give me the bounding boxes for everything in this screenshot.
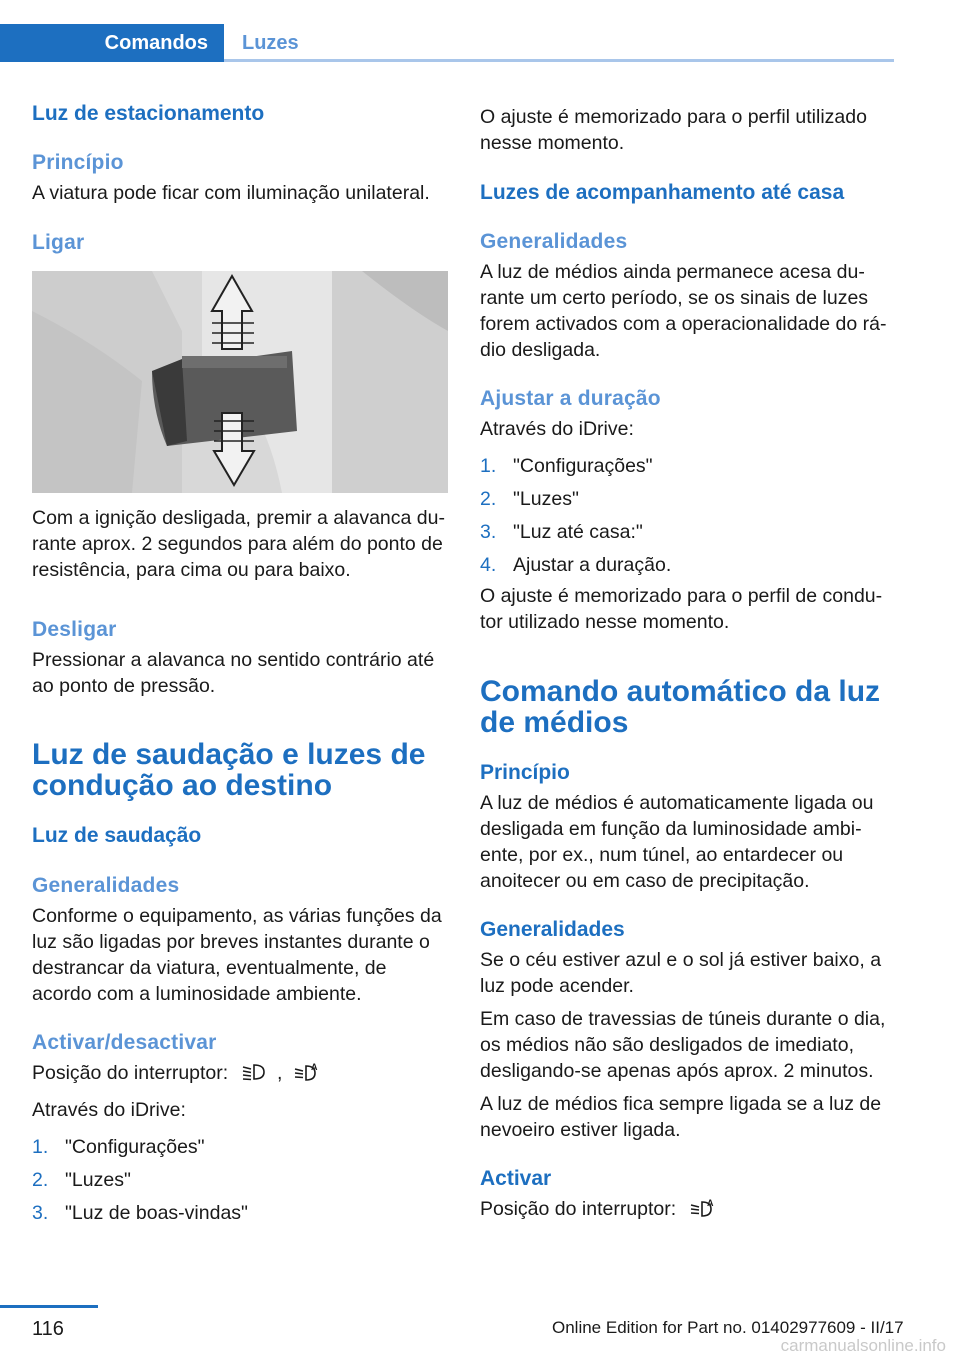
text-ligar: Com a ignição desligada, premir a alavanca du‐ rante aprox. 2 segundos para além do ponto de resistência, para cima ou para baixo. bbox=[32, 507, 445, 581]
heading-ajustar-duracao: Ajustar a duração bbox=[480, 387, 661, 410]
low-beam-icon bbox=[240, 1061, 268, 1083]
edition-note: Online Edition for Part no. 01402977609 - II/17 bbox=[552, 1318, 904, 1337]
heading-generalidades-2: Generalidades bbox=[480, 918, 625, 941]
heading-luzes-acompanhamento: Luzes de acompanhamento até casa bbox=[480, 181, 845, 204]
heading-luz-estacionamento: Luz de estacionamento bbox=[32, 102, 265, 125]
stalk-lever-image bbox=[32, 271, 448, 493]
text-ajuste-memorizado: O ajuste é memorizado para o perfil utilizado nesse momento. bbox=[480, 106, 867, 154]
heading-luz-saudacao: Luz de saudação bbox=[32, 824, 202, 847]
tab-luzes[interactable]: Luzes bbox=[242, 32, 299, 54]
text-ajuste-perfil: O ajuste é memorizado para o perfil de condu‐ tor utilizado nesse momento. bbox=[480, 585, 883, 633]
list-item: 1. "Configurações" bbox=[32, 1136, 205, 1158]
list-item: 2. "Luzes" bbox=[32, 1169, 131, 1191]
auto-headlight-icon bbox=[292, 1061, 320, 1083]
heading-principio: Princípio bbox=[480, 761, 570, 784]
text-principio: A viatura pode ficar com iluminação unilateral. bbox=[32, 182, 430, 204]
list-item: 1. "Configurações" bbox=[480, 455, 653, 477]
list-item: 3. "Luz até casa:" bbox=[480, 521, 643, 543]
label-posicao: Posição do interruptor: bbox=[32, 1062, 229, 1084]
text-principio: A luz de médios é automaticamente ligada ou desligada em função da luminosidade ambi‐ ente, por ex., num túnel, ao entardecer ou anoitecer ou em caso de precipitação. bbox=[480, 792, 874, 892]
list-luz-ate-casa-steps bbox=[480, 453, 896, 578]
text-generalidades: Conforme o equipamento, as várias funções da luz são ligadas por breves instantes durante o destrancar da viatura, eventualmente, de acordo com a luminosidade ambiente. bbox=[32, 905, 442, 1005]
svg-text:A: A bbox=[310, 1062, 318, 1072]
watermark: carmanualsonline.info bbox=[780, 1336, 946, 1355]
heading-generalidades: Generalidades bbox=[32, 874, 180, 897]
left-column bbox=[32, 100, 448, 1226]
text-idrive: Através do iDrive: bbox=[480, 418, 634, 440]
text-generalidades: A luz de médios ainda permanece acesa du‐ rante um certo período, se os sinais de luzes forem activados com a operacionalidade do rá‐ dio desligada. bbox=[480, 261, 887, 361]
label-posicao: Posição do interruptor: bbox=[480, 1198, 677, 1220]
heading-ligar: Ligar bbox=[32, 231, 85, 254]
text-nevoeiro: A luz de médios fica sempre ligada se a luz de nevoeiro estiver ligada. bbox=[480, 1093, 882, 1141]
heading-activar-desactivar: Activar/desactivar bbox=[32, 1031, 217, 1054]
right-column bbox=[480, 100, 896, 1222]
list-item: 4. Ajustar a duração. bbox=[480, 554, 672, 576]
text-posicao-interruptor-activar bbox=[480, 1196, 896, 1222]
svg-text:A: A bbox=[706, 1198, 714, 1208]
text-posicao-interruptor bbox=[32, 1060, 448, 1086]
list-item: 3. "Luz de boas-vindas" bbox=[32, 1202, 248, 1224]
text-idrive: Através do iDrive: bbox=[32, 1099, 186, 1121]
header-tabbar bbox=[0, 24, 894, 62]
tab-comandos[interactable]: Comandos bbox=[0, 24, 224, 62]
heading-luz-saudacao-destino: Luz de saudação e luzes de condução ao destino bbox=[32, 738, 426, 802]
separator-comma: , bbox=[277, 1062, 283, 1084]
page-number: 116 bbox=[32, 1318, 64, 1340]
heading-desligar: Desligar bbox=[32, 618, 117, 641]
text-ceu-azul: Se o céu estiver azul e o sol já estiver baixo, a luz pode acender. bbox=[480, 949, 882, 997]
tab-underline bbox=[224, 59, 894, 62]
list-item: 2. "Luzes" bbox=[480, 488, 579, 510]
heading-activar: Activar bbox=[480, 1167, 552, 1190]
footer-rule bbox=[0, 1305, 98, 1308]
heading-comando-automatico: Comando automático da luz de médios bbox=[480, 675, 881, 739]
list-luz-saudacao-steps bbox=[32, 1134, 448, 1226]
text-desligar: Pressionar a alavanca no sentido contrário até ao ponto de pressão. bbox=[32, 649, 435, 697]
text-tuneis: Em caso de travessias de túneis durante o dia, os médios não são desligados de imediato, desligando-se apenas após aprox. 2 minutos. bbox=[480, 1008, 886, 1082]
heading-principio: Princípio bbox=[32, 151, 124, 174]
heading-generalidades: Generalidades bbox=[480, 230, 628, 253]
auto-headlight-icon bbox=[688, 1197, 716, 1219]
stalk-illustration bbox=[32, 271, 448, 493]
